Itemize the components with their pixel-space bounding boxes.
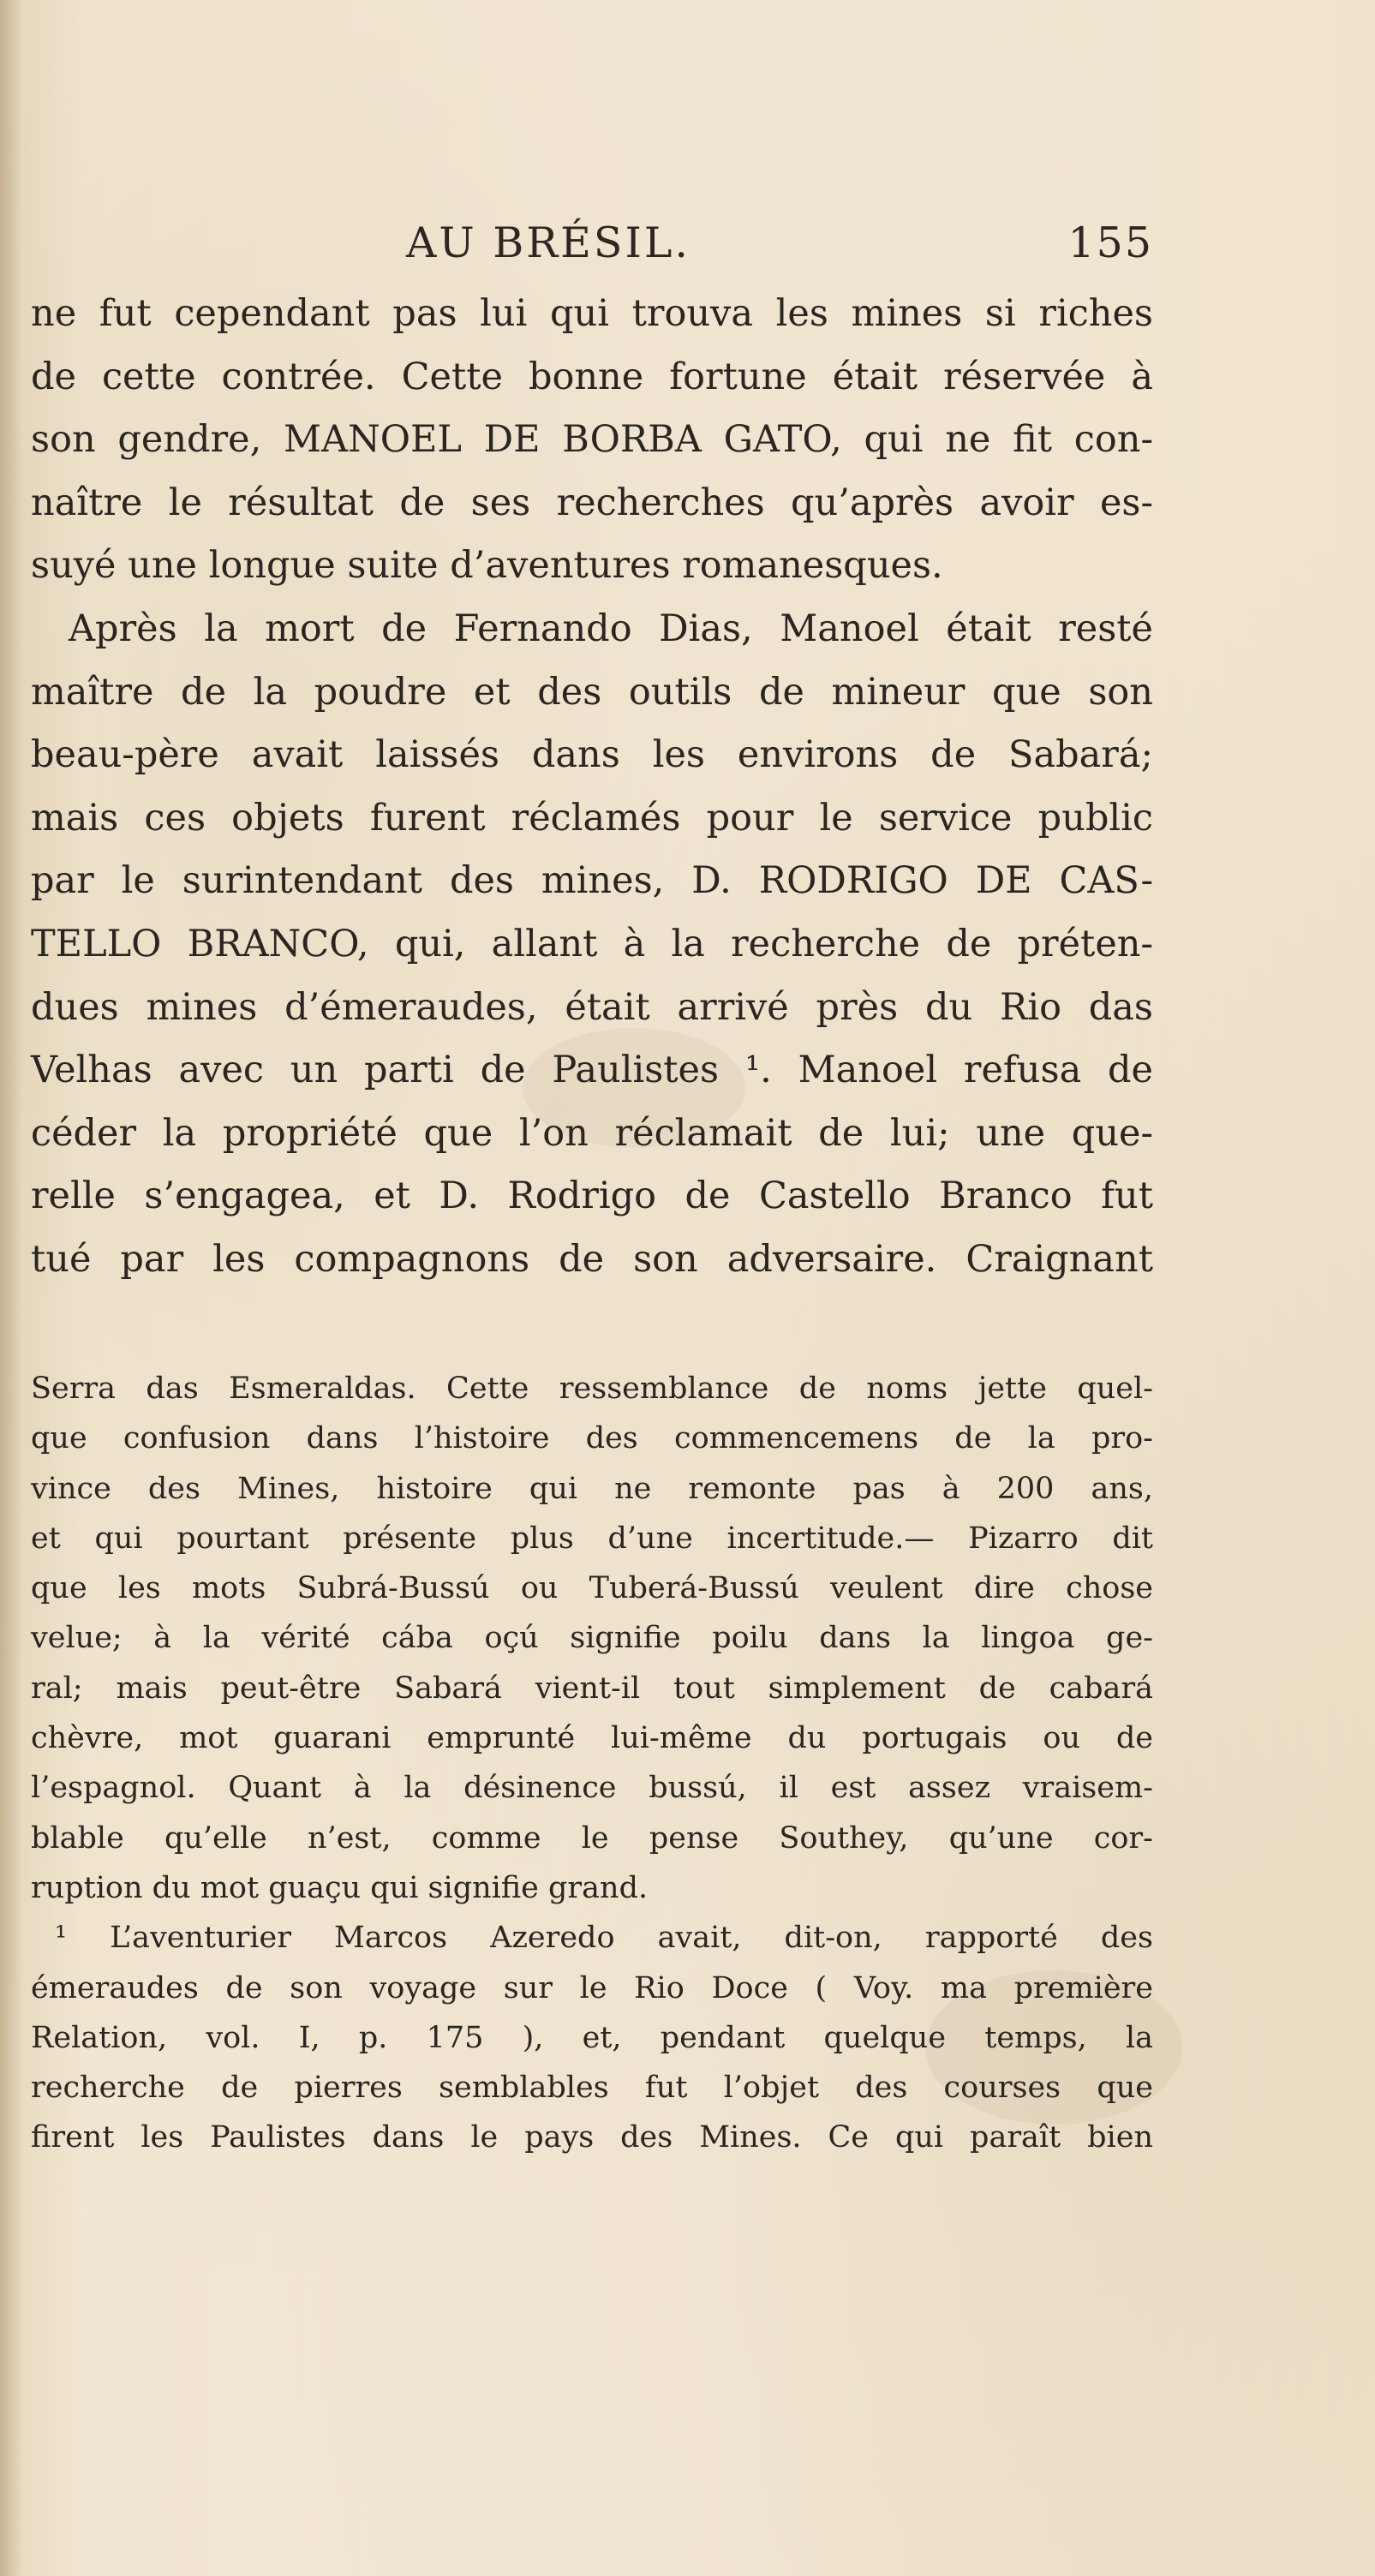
footnote-line: ¹ L’aventurier Marcos Azeredo avait, dit-on, rapporté des — [55, 1921, 1153, 1956]
footnote-line: et qui pourtant présente plus d’une incertitude.— Pizarro dit — [31, 1521, 1153, 1556]
footnote-line: blable qu’elle n’est, comme le pense Southey, qu’une cor- — [31, 1820, 1153, 1856]
text-line: son gendre, MANOEL DE BORBA GATO, qui ne fit con- — [31, 418, 1153, 462]
text-line: tué par les compagnons de son adversaire. Craignant — [31, 1237, 1153, 1281]
footnote-line: Relation, vol. I, p. 175 ), et, pendant quelque temps, la — [31, 2020, 1153, 2055]
footnote-line: ruption du mot guaçu qui signifie grand. — [31, 1870, 649, 1905]
main-text-body — [31, 283, 1153, 1292]
text-line: Après la mort de Fernando Dias, Manoel était resté — [69, 607, 1153, 650]
text-line: maître de la poudre et des outils de mineur que son — [31, 670, 1153, 714]
footnote-line: chèvre, mot guarani emprunté lui-même du portugais ou de — [31, 1721, 1153, 1756]
text-line: naître le résultat de ses recherches qu’après avoir es- — [31, 481, 1153, 524]
footnote-line: recherche de pierres semblables fut l’objet des courses que — [31, 2071, 1153, 2106]
footnote-line: l’espagnol. Quant à la désinence bussú, il est assez vraisem- — [31, 1771, 1153, 1806]
footnotes — [31, 1364, 1153, 2163]
page-header — [31, 218, 1153, 278]
running-head: AU BRÉSIL. — [406, 218, 690, 267]
footnote-line: velue; à la vérité cába oçú signifie poilu dans la lingoa ge- — [31, 1621, 1153, 1656]
text-line: mais ces objets furent réclamés pour le service public — [31, 796, 1153, 840]
text-line: dues mines d’émeraudes, était arrivé près du Rio das — [31, 985, 1153, 1029]
footnote-line: que confusion dans l’histoire des commencemens de la pro- — [31, 1421, 1153, 1456]
text-line: relle s’engagea, et D. Rodrigo de Castello Branco fut — [31, 1174, 1153, 1218]
text-line: par le surintendant des mines, D. RODRIGO DE CAS- — [31, 859, 1153, 903]
text-line: céder la propriété que l’on réclamait de lui; une que- — [31, 1111, 1153, 1155]
text-line: de cette contrée. Cette bonne fortune était réservée à — [31, 355, 1153, 398]
text-line: Velhas avec un parti de Paulistes ¹. Manoel refusa de — [31, 1049, 1153, 1092]
footnote-line: firent les Paulistes dans le pays des Mines. Ce qui paraît bien — [31, 2120, 1153, 2155]
footnote-line: ral; mais peut-être Sabará vient-il tout simplement de cabará — [31, 1671, 1153, 1706]
text-line: suyé une longue suite d’aventures romanesques. — [31, 544, 943, 588]
text-line: beau-père avait laissés dans les environs de Sabará; — [31, 733, 1153, 777]
footnote-line: Serra das Esmeraldas. Cette ressemblance de noms jette quel- — [31, 1372, 1153, 1406]
page-number: 155 — [1067, 218, 1153, 267]
footnote-line: émeraudes de son voyage sur le Rio Doce ( Voy. ma première — [31, 1970, 1153, 2005]
text-line: ne fut cependant pas lui qui trouva les mines si riches — [31, 292, 1153, 335]
footnote-line: vince des Mines, histoire qui ne remonte pas à 200 ans, — [31, 1471, 1153, 1506]
text-line: TELLO BRANCO, qui, allant à la recherche de préten- — [31, 922, 1153, 965]
footnote-line: que les mots Subrá-Bussú ou Tuberá-Bussú veulent dire chose — [31, 1571, 1153, 1606]
